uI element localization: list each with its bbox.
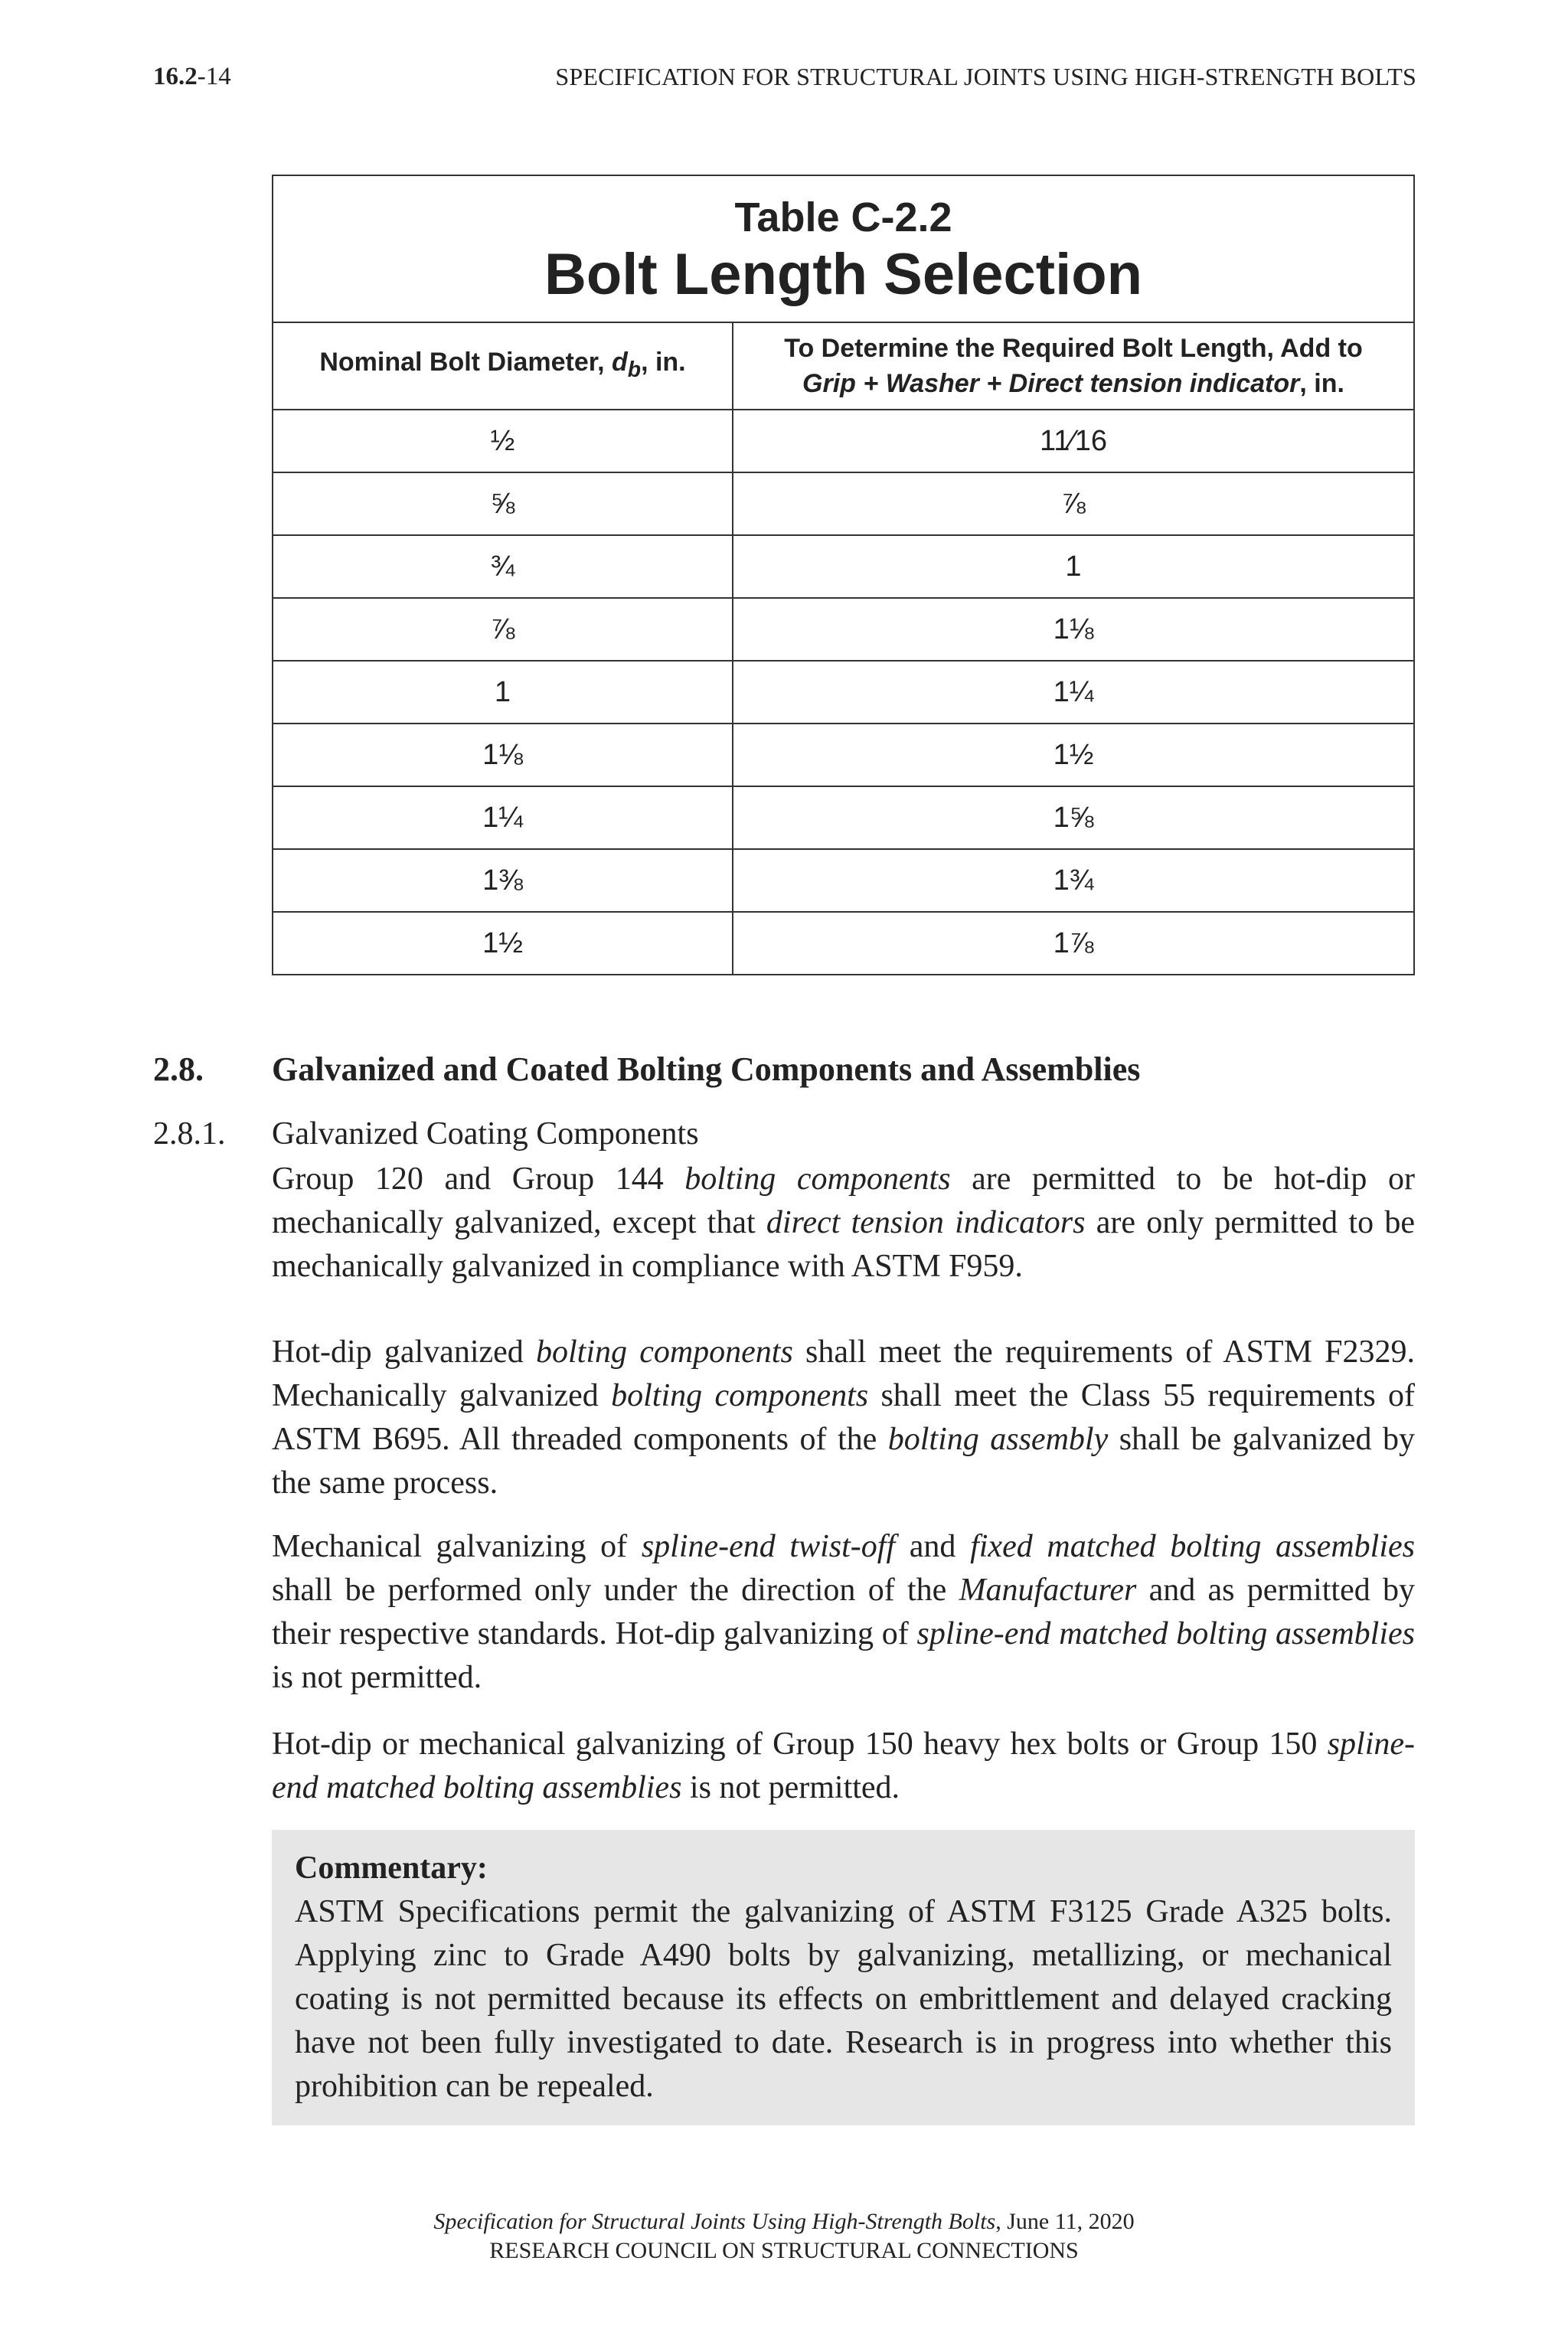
table-label: Table C-2.2 — [734, 194, 952, 240]
page-header — [153, 63, 1416, 101]
subsection-title: Galvanized Coating Components — [272, 1116, 699, 1152]
paragraph-3: Mechanical galvanizing of spline-end twist-off and fixed matched bolting assemblies shall be performed only under the direction of the Manufacturer and as permitted by their respective standards. Hot-dip galvanizing of spline-end matched bolting assemblies is not permitted. — [272, 1529, 1415, 1695]
paragraph-4: Hot-dip or mechanical galvanizing of Group 150 heavy hex bolts or Group 150 spline-end matched bolting assemblies is not permitted. — [272, 1726, 1415, 1805]
commentary-box — [272, 1830, 1415, 2125]
table-row: 1½ 1⅞ — [273, 912, 1414, 975]
bolt-length-table — [272, 175, 1415, 975]
column-header-add-length: To Determine the Required Bolt Length, Add to Grip + Washer + Direct tension indicator, in. — [733, 322, 1414, 410]
table-row: ⅝ ⅞ — [273, 472, 1414, 535]
paragraph-2: Hot-dip galvanized bolting components shall meet the requirements of ASTM F2329. Mechanically galvanized bolting components shall meet the Class 55 requirements of ASTM B695. All threaded components of the bolting assembly shall be galvanized by the same process. — [272, 1334, 1416, 1501]
table-row: 1⅛ 1½ — [273, 724, 1414, 786]
table-row: ½ 11⁄16 — [273, 410, 1414, 472]
table-row: ¾ 1 — [273, 535, 1414, 598]
table-caption — [273, 175, 1414, 322]
footer-line-2: RESEARCH COUNCIL ON STRUCTURAL CONNECTIONS — [489, 2238, 1079, 2263]
table-row: ⅞ 1⅛ — [273, 598, 1414, 661]
commentary-body: ASTM Specifications permit the galvanizing of ASTM F3125 Grade A325 bolts. Applying zinc to Grade A490 bolts by galvanizing, metallizing, or mechanical coating is not permitted because its effects on embrittlement and delayed cracking have not been fully investigated to date. Research is in progress into whether this prohibition can be repealed. — [295, 1894, 1392, 2104]
commentary-heading: Commentary: — [295, 1851, 488, 1886]
page-footer — [0, 2207, 1568, 2265]
subsection-number: 2.8.1. — [153, 1116, 226, 1152]
table-row: 1¼ 1⅝ — [273, 786, 1414, 849]
table-row: 1 1¼ — [273, 661, 1414, 724]
table-row: 1⅜ 1¾ — [273, 849, 1414, 912]
paragraph-1: Group 120 and Group 144 bolting components are permitted to be hot-dip or mechanically galvanized, except that direct tension indicators are only permitted to be mechanically galvanized in compliance with ASTM F959. — [272, 1161, 1415, 1284]
table-title: Bolt Length Selection — [544, 242, 1143, 307]
section-title: Galvanized and Coated Bolting Components and Assemblies — [272, 1050, 1141, 1088]
running-title: SPECIFICATION FOR STRUCTURAL JOINTS USING HIGH-STRENGTH BOLTS — [555, 63, 1416, 90]
page-number: 16.2-14 — [153, 63, 231, 90]
section-number: 2.8. — [153, 1050, 204, 1088]
footer-line-1: Specification for Structural Joints Using High-Strength Bolts, June 11, 2020 — [433, 2209, 1135, 2234]
column-header-diameter: Nominal Bolt Diameter, $d_b$, in. — [273, 322, 733, 410]
